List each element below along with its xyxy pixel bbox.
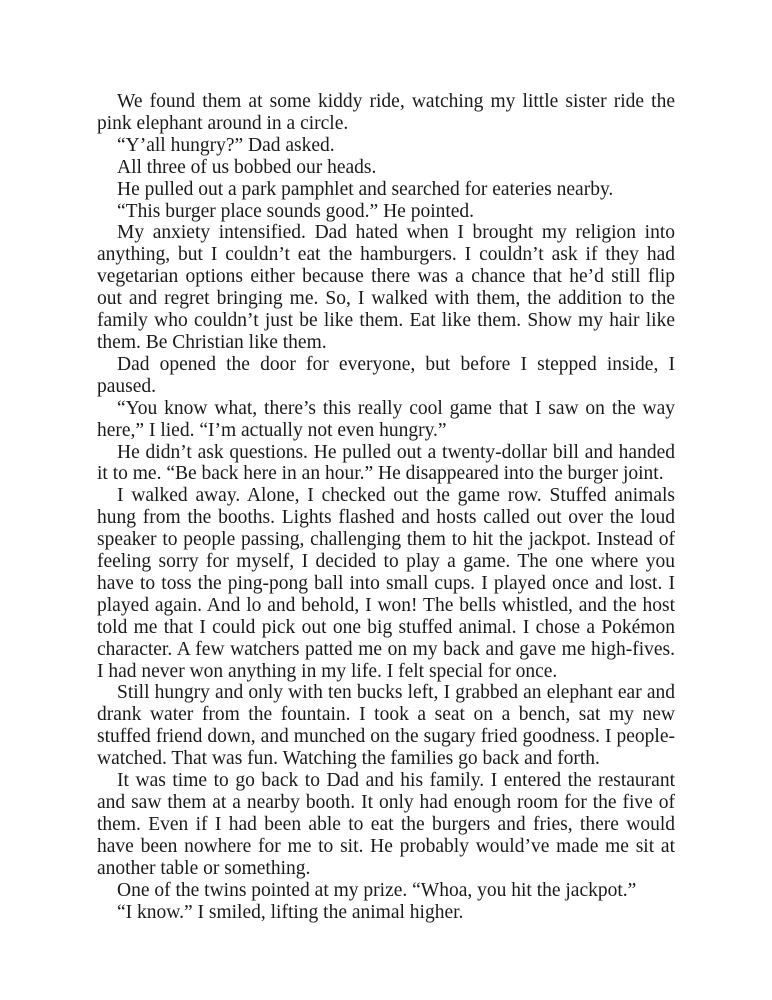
paragraph: One of the twins pointed at my prize. “Whoa, you hit the jackpot.”	[117, 879, 637, 901]
paragraph: He didn’t ask questions. He pulled out a twenty-dollar bill and handed it to me. “Be back here in an hour.” He disappeared into the burger joint.	[97, 441, 675, 485]
paragraph: My anxiety intensified. Dad hated when I brought my religion into anything, but I couldn’t eat the hamburgers. I couldn’t ask if they had vegetarian options either because there was a chance that he’d still flip out and regret bringing me. So, I walked with them, the addition to the family who couldn’t just be like them. Eat like them. Show my hair like them. Be Christian like them.	[97, 222, 675, 353]
paragraph: “This burger place sounds good.” He pointed.	[117, 200, 475, 222]
paragraph: All three of us bobbed our heads.	[117, 156, 377, 178]
page-body	[97, 91, 675, 923]
paragraph: Dad opened the door for everyone, but before I stepped inside, I paused.	[97, 353, 675, 397]
paragraph: He pulled out a park pamphlet and searched for eateries nearby.	[117, 178, 614, 200]
paragraph: “Y’all hungry?” Dad asked.	[117, 134, 335, 156]
paragraph: I walked away. Alone, I checked out the game row. Stuffed animals hung from the booths. Lights flashed and hosts called out over the loud speaker to people passing, challenging them to hit the jackpot. Instead of feeling sorry for myself, I decided to play a game. The one where you have to toss the ping-pong ball into small cups. I played once and lost. I played again. And lo and behold, I won! The bells whistled, and the host told me that I could pick out one big stuffed animal. I chose a Pokémon character. A few watchers patted me on my back and gave me high-fives. I had never won anything in my life. I felt special for once.	[97, 485, 675, 682]
paragraph: “I know.” I smiled, lifting the animal higher.	[117, 901, 464, 923]
paragraph: Still hungry and only with ten bucks left, I grabbed an elephant ear and drank water from the fountain. I took a seat on a bench, sat my new stuffed friend down, and munched on the sugary fried goodness. I people-watched. That was fun. Watching the families go back and forth.	[97, 682, 675, 770]
paragraph: It was time to go back to Dad and his family. I entered the restaurant and saw them at a nearby booth. It only had enough room for the five of them. Even if I had been able to eat the burgers and fries, there would have been nowhere for me to sit. He probably would’ve made me sit at another table or something.	[97, 770, 675, 879]
paragraph: “You know what, there’s this really cool game that I saw on the way here,” I lied. “I’m actually not even hungry.”	[97, 397, 675, 441]
paragraph: We found them at some kiddy ride, watching my little sister ride the pink elephant around in a circle.	[97, 91, 675, 134]
